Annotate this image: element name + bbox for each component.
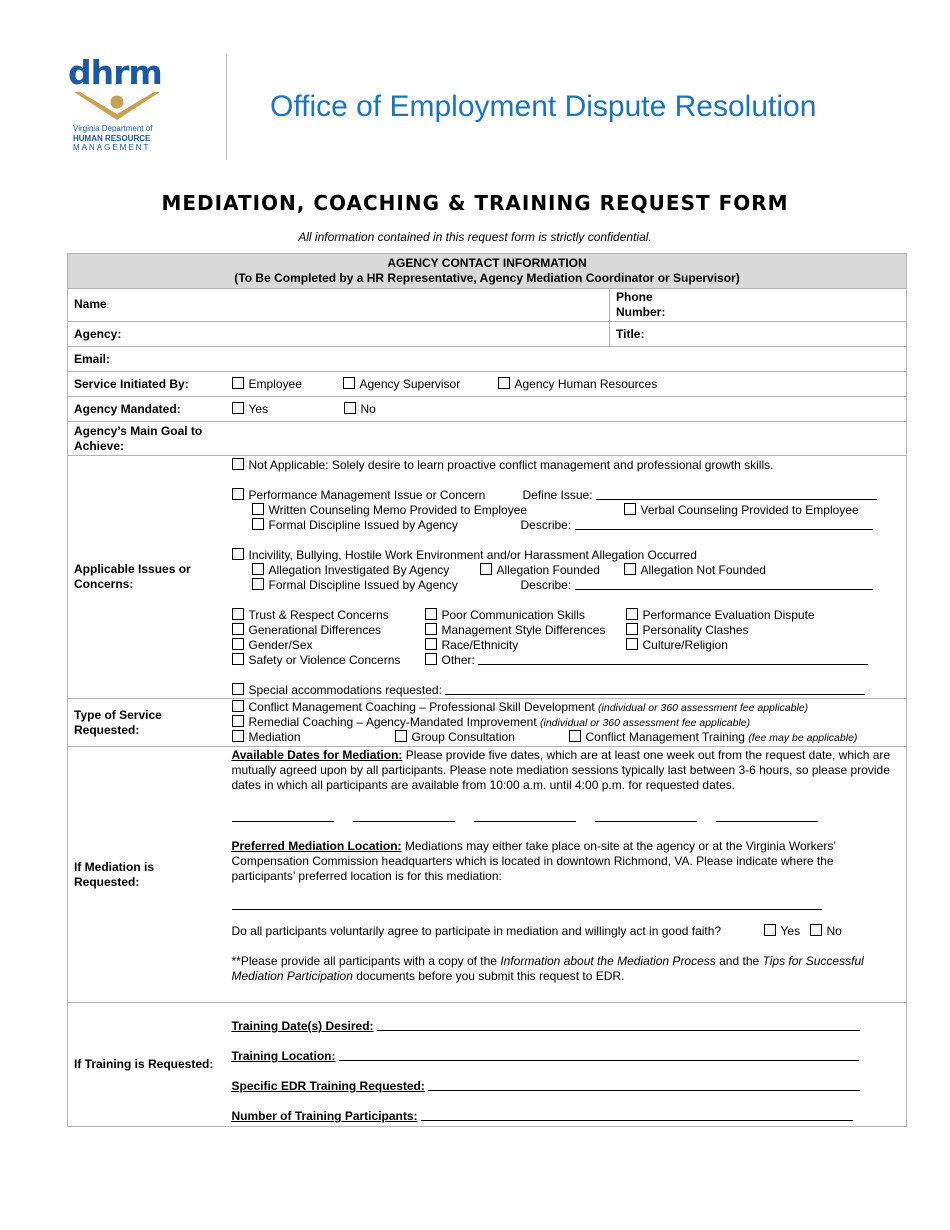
mandated-no-checkbox[interactable] [344, 402, 356, 414]
mediation-note [232, 954, 901, 984]
agency-hr-option-label: Agency Human Resources [514, 376, 658, 391]
note-part-b: and the [715, 954, 763, 968]
culture-religion-checkbox[interactable] [626, 638, 638, 650]
mediation-service-label: Mediation [248, 730, 301, 744]
mediation-service-checkbox[interactable] [232, 730, 244, 742]
agency-supervisor-option-label: Agency Supervisor [359, 376, 461, 391]
trust-respect-label: Trust & Respect Concerns [248, 608, 389, 622]
title-label: Title: [616, 326, 645, 341]
agency-mandated-label: Agency Mandated: [68, 397, 226, 422]
formal-discipline-checkbox[interactable] [252, 518, 264, 530]
cmt-label: Conflict Management Training [585, 730, 745, 744]
service-initiated-options [226, 372, 907, 397]
note-part-c: documents before you submit this request to EDR. [352, 969, 625, 983]
note-part-a: **Please provide all participants with a copy of the [231, 954, 501, 968]
conflict-coaching-checkbox[interactable] [232, 700, 244, 712]
training-location-input[interactable] [339, 1049, 859, 1061]
agree-yes-checkbox[interactable] [764, 924, 776, 936]
main-goal-field[interactable] [226, 422, 907, 456]
agency-supervisor-checkbox[interactable] [343, 377, 355, 389]
agency-mandated-options [226, 397, 907, 422]
race-ethnicity-label: Race/Ethnicity [441, 638, 519, 652]
gender-sex-checkbox[interactable] [232, 638, 244, 650]
verbal-counseling-checkbox[interactable] [624, 503, 636, 515]
email-field[interactable] [68, 347, 907, 372]
participants-input[interactable] [421, 1109, 853, 1121]
logo-line3: MANAGEMENT [73, 143, 151, 152]
generational-label: Generational Differences [248, 623, 382, 637]
phone-field[interactable] [610, 289, 907, 322]
describe-input[interactable] [575, 518, 873, 530]
agree-yes-label: Yes [780, 924, 801, 938]
employee-option-label: Employee [248, 376, 302, 391]
participants-label: Number of Training Participants: [231, 1109, 418, 1123]
define-issue-input[interactable] [596, 488, 877, 500]
note-doc1: Information about the Mediation Process [500, 954, 716, 968]
personality-clashes-checkbox[interactable] [626, 623, 638, 635]
specific-training-input[interactable] [428, 1079, 860, 1091]
specific-training-label: Specific EDR Training Requested: [231, 1079, 425, 1093]
employee-checkbox[interactable] [232, 377, 244, 389]
incivility-label: Incivility, Bullying, Hostile Work Environment and/or Harassment Allegation Occurred [248, 548, 697, 562]
office-title: Office of Employment Dispute Resolution [270, 90, 817, 123]
mandated-yes-checkbox[interactable] [232, 402, 244, 414]
poor-communication-label: Poor Communication Skills [441, 608, 585, 622]
header-divider [226, 54, 227, 160]
other-label: Other: [441, 653, 475, 667]
location-text: Mediations may either take place on-site at the agency or at the Virginia Workers’ Compensation Commission headquarters which is located in downtown Richmond, VA. Please indicate where the participants’ preferred location is for this mediation: [231, 839, 836, 883]
special-accommodations-input[interactable] [445, 683, 865, 695]
mediation-section [226, 747, 907, 1003]
remedial-coaching-note: (individual or 360 assessment fee applicable) [540, 717, 751, 729]
email-label: Email: [74, 351, 111, 366]
written-memo-checkbox[interactable] [252, 503, 264, 515]
contact-heading [68, 254, 907, 289]
describe-label: Describe: [520, 518, 572, 532]
dates-text: Please provide five dates, which are at least one week out from the request date, which are mutually agreed upon by all participants. Please note mediation sessions typically last between 3-6 hours, so please provide dates in which all participants are available from 10:00 a.m. until 4:00 p.m. for requested dates. [231, 748, 891, 792]
logo-line2: HUMAN RESOURCE [73, 133, 151, 143]
management-style-label: Management Style Differences [441, 623, 606, 637]
define-issue-label: Define Issue: [522, 488, 593, 502]
agency-label: Agency: [74, 326, 122, 341]
service-type-label: Type of Service Requested: [68, 699, 226, 747]
performance-issue-checkbox[interactable] [232, 488, 244, 500]
logo-wordmark: dhrm [68, 53, 162, 92]
verbal-counseling-label: Verbal Counseling Provided to Employee [640, 503, 859, 517]
name-colon: : [106, 301, 109, 310]
location-input[interactable] [232, 908, 822, 910]
main-goal-label: Agency’s Main Goal to Achieve: [68, 422, 226, 456]
mediation-label: If Mediation is Requested: [68, 747, 226, 1003]
perf-eval-dispute-label: Performance Evaluation Dispute [642, 608, 815, 622]
training-section [226, 1003, 907, 1127]
allegation-founded-label: Allegation Founded [496, 563, 600, 577]
describe-2-input[interactable] [575, 578, 873, 590]
special-accommodations-label: Special accommodations requested: [248, 683, 442, 697]
location-heading: Preferred Mediation Location: [231, 839, 402, 853]
request-form [67, 253, 907, 1127]
title-field[interactable] [610, 322, 907, 347]
written-memo-label: Written Counseling Memo Provided to Employee [268, 503, 528, 517]
safety-violence-checkbox[interactable] [232, 653, 244, 665]
issues-section [226, 456, 907, 699]
group-consultation-checkbox[interactable] [395, 730, 407, 742]
remedial-coaching-label: Remedial Coaching – Agency-Mandated Improvement [248, 715, 537, 729]
poor-communication-checkbox[interactable] [425, 608, 437, 620]
training-label: If Training is Requested: [68, 1003, 226, 1127]
allegation-investigated-checkbox[interactable] [252, 563, 264, 575]
date-1-input[interactable] [232, 820, 334, 822]
other-input[interactable] [478, 653, 868, 665]
training-dates-input[interactable] [377, 1019, 860, 1031]
mandated-yes-label: Yes [248, 401, 269, 416]
incivility-checkbox[interactable] [232, 548, 244, 560]
formal-discipline-2-label: Formal Discipline Issued by Agency [268, 578, 458, 592]
formal-discipline-label: Formal Discipline Issued by Agency [268, 518, 458, 532]
date-4-input[interactable] [595, 820, 697, 822]
date-2-input[interactable] [353, 820, 455, 822]
generational-checkbox[interactable] [232, 623, 244, 635]
dates-heading: Available Dates for Mediation: [231, 748, 403, 762]
other-checkbox[interactable] [425, 653, 437, 665]
training-dates-label: Training Date(s) Desired: [231, 1019, 374, 1033]
trust-respect-checkbox[interactable] [232, 608, 244, 620]
dates-blanks [232, 793, 901, 839]
date-5-input[interactable] [716, 820, 818, 822]
logo-line1: Virginia Department of [73, 124, 153, 133]
personality-clashes-label: Personality Clashes [642, 623, 749, 637]
safety-violence-label: Safety or Violence Concerns [248, 653, 401, 667]
formal-discipline-2-checkbox[interactable] [252, 578, 264, 590]
performance-issue-label: Performance Management Issue or Concern [248, 488, 486, 502]
name-label: Name [74, 297, 107, 311]
form-title: MEDIATION, COACHING & TRAINING REQUEST FORM [161, 191, 789, 215]
issues-label: Applicable Issues or Concerns: [68, 456, 226, 699]
location-blank [232, 884, 901, 924]
remedial-coaching-checkbox[interactable] [232, 715, 244, 727]
allegation-not-founded-label: Allegation Not Founded [640, 563, 766, 577]
agree-question: Do all participants voluntarily agree to participate in mediation and willingly act in good faith? [231, 924, 722, 938]
cmt-note: (fee may be applicable) [748, 732, 858, 744]
agree-no-checkbox[interactable] [810, 924, 822, 936]
cmt-checkbox[interactable] [569, 730, 581, 742]
agency-field[interactable] [68, 322, 610, 347]
name-field[interactable] [68, 289, 610, 322]
not-applicable-label: Not Applicable: Solely desire to learn proactive conflict management and professional growth skills. [248, 458, 774, 472]
conflict-coaching-label: Conflict Management Coaching – Professional Skill Development [248, 700, 595, 714]
perf-eval-dispute-checkbox[interactable] [626, 608, 638, 620]
contact-heading-line1: AGENCY CONTACT INFORMATION [387, 256, 587, 270]
describe-2-label: Describe: [520, 578, 572, 592]
dhrm-logo [68, 53, 168, 153]
gender-sex-label: Gender/Sex [248, 638, 313, 652]
training-location-label: Training Location: [231, 1049, 336, 1063]
allegation-not-founded-checkbox[interactable] [624, 563, 636, 575]
not-applicable-checkbox[interactable] [232, 458, 244, 470]
agency-hr-checkbox[interactable] [498, 377, 510, 389]
date-3-input[interactable] [474, 820, 576, 822]
allegation-founded-checkbox[interactable] [480, 563, 492, 575]
culture-religion-label: Culture/Religion [642, 638, 728, 652]
agree-no-label: No [826, 924, 842, 938]
service-initiated-label: Service Initiated By: [68, 372, 226, 397]
mandated-no-label: No [360, 401, 376, 416]
management-style-checkbox[interactable] [425, 623, 437, 635]
race-ethnicity-checkbox[interactable] [425, 638, 437, 650]
confidential-notice: All information contained in this request form is strictly confidential. [298, 230, 652, 244]
special-accommodations-checkbox[interactable] [232, 683, 244, 695]
group-consultation-label: Group Consultation [411, 730, 515, 744]
logo-chevron-icon [70, 90, 164, 124]
conflict-coaching-note: (individual or 360 assessment fee applicable) [598, 702, 809, 714]
service-type-section [226, 699, 907, 747]
allegation-investigated-label: Allegation Investigated By Agency [268, 563, 450, 577]
note-doc2: Tips for Successful Mediation Participation [231, 954, 864, 983]
contact-heading-line2: (To Be Completed by a HR Representative, Agency Mediation Coordinator or Supervisor) [234, 271, 740, 285]
phone-label: Phone Number: [616, 290, 666, 319]
